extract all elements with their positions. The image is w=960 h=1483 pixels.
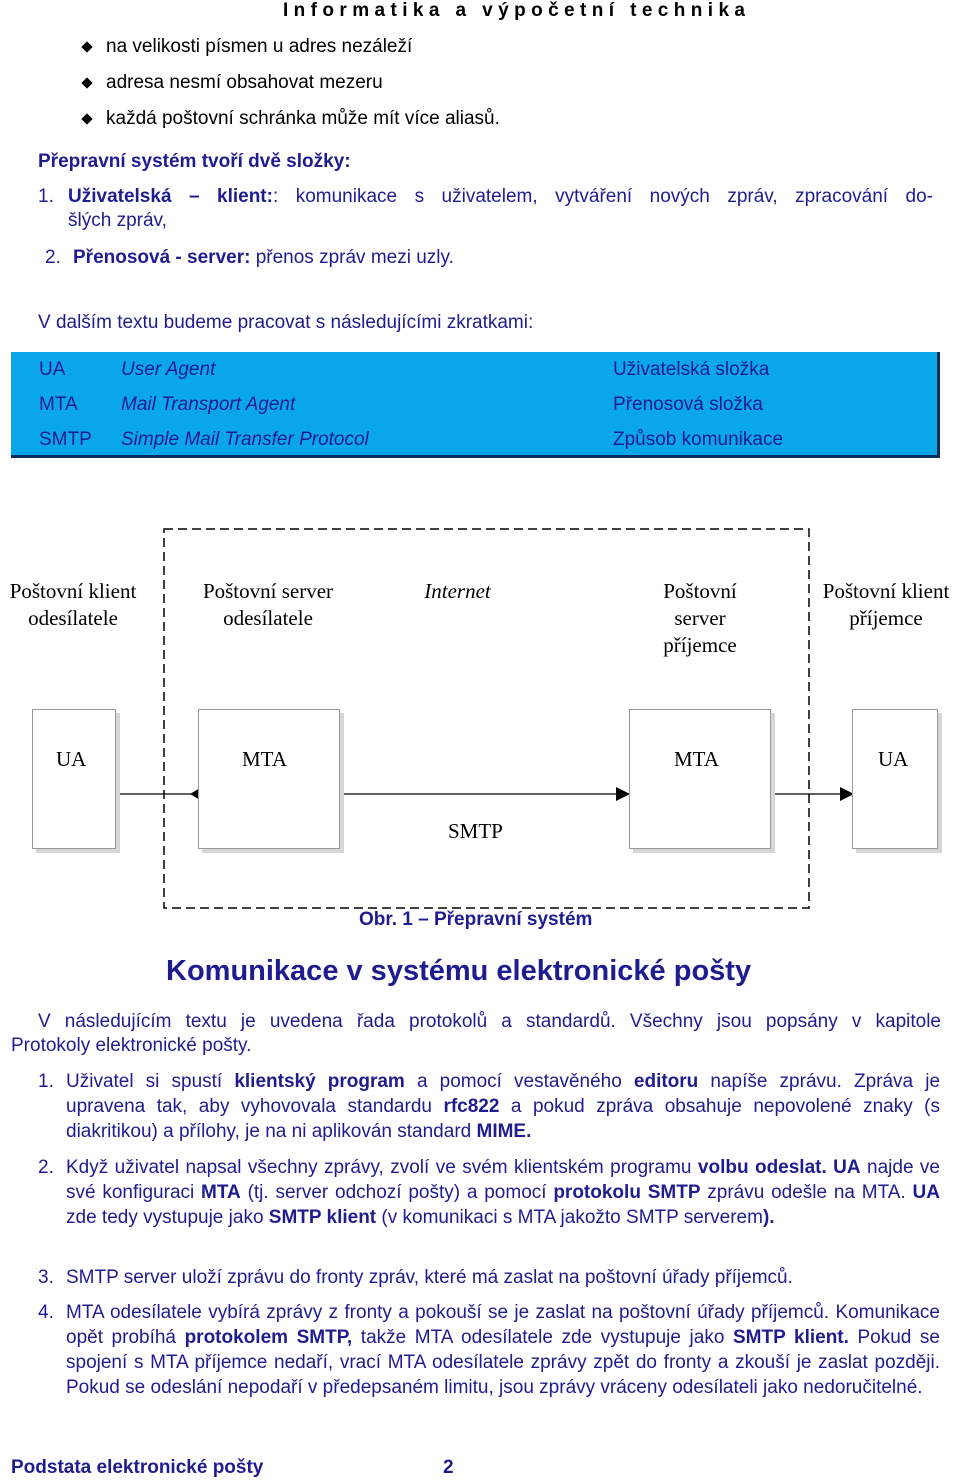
diamond-bullet-icon xyxy=(81,41,92,52)
label-recipient-server: Poštovní server příjemce xyxy=(663,579,737,657)
diamond-bullet-icon xyxy=(81,113,92,124)
running-header: Informatika a výpočetní technika xyxy=(283,0,751,21)
step-1: 1. Uživatel si spustí klientský program a pomocí vestavěného editoru napíše zprávu. Zpráva je upravena tak, aby vyhovovala standardu rfc822 a pokud zpráva obsahuje nepovolené znaky (s diakritikou) a přílohy, je na ni aplikován standard MIME. xyxy=(38,1071,941,1142)
abbreviation-table xyxy=(11,352,940,458)
abbr-intro: V dalším textu budeme pracovat s následujícími zkratkami: xyxy=(38,312,534,333)
diamond-bullet-icon xyxy=(81,77,92,88)
label-recipient-client: Poštovní klient příjemce xyxy=(822,579,950,630)
table-row: UA User Agent Uživatelská složka xyxy=(39,359,770,380)
step-4: 4. MTA odesílatele vybírá zprávy z fronty a pokouší se je zaslat na poštovní úřady příjemců. Komunikace opět probíhá protokolem SMTP, takže MTA odesílatele zde vystupuje jako SMTP klient. Pokud se spojení s MTA příjemce nedaří, vrací MTA odesílatele zprávy zpět do fronty a zkouší je zaslat později. Pokud se odeslání nepodaří v předepsaném limitu, jsou zprávy vráceny odesílateli jako nedoručitelné. xyxy=(38,1302,941,1398)
table-row: MTA Mail Transport Agent Přenosová složka xyxy=(39,394,763,415)
section-intro: V následujícím textu je uvedena řada protokolů a standardů. Všechny jsou popsány v kapitole Protokoly elektronické pošty. xyxy=(11,1011,941,1056)
recipient-mta-box: MTA xyxy=(629,709,771,849)
sender-mta-box: MTA xyxy=(198,709,340,849)
label-sender-server: Poštovní server odesílatele xyxy=(202,579,334,630)
transport-heading: Přepravní systém tvoří dvě složky: xyxy=(38,151,351,172)
sender-ua-box: UA xyxy=(32,709,116,849)
page-number: 2 xyxy=(443,1457,454,1478)
list-item: adresa nesmí obsahovat mezeru xyxy=(80,70,500,106)
step-2: 2. Když uživatel napsal všechny zprávy, zvolí ve svém klientském programu volbu odeslat. UA najde ve své konfiguraci MTA (tj. server odchozí pošty) a pomocí protokolu SMTP zprávu odešle na MTA. UA zde tedy vystupuje jako SMTP klient (v komunikaci s MTA jakožto SMTP serverem). xyxy=(38,1157,941,1228)
transport-item-2: 2. Přenosová - server: přenos zpráv mezi uzly. xyxy=(45,247,454,268)
list-item: každá poštovní schránka může mít více aliasů. xyxy=(80,106,500,142)
label-sender-client: Poštovní klient odesílatele xyxy=(9,579,137,630)
recipient-ua-box: UA xyxy=(852,709,938,849)
step-3: 3. SMTP server uloží zprávu do fronty zpráv, které má zaslat na poštovní úřady příjemců. xyxy=(38,1267,793,1288)
footer-title: Podstata elektronické pošty xyxy=(11,1457,264,1478)
table-row: SMTP Simple Mail Transfer Protocol Způsob komunikace xyxy=(39,429,784,450)
bullet-list xyxy=(80,34,500,142)
label-internet: Internet xyxy=(424,579,491,603)
section-title: Komunikace v systému elektronické pošty xyxy=(166,955,752,987)
transport-item-1: 1. Uživatelská – klient:: komunikace s uživatelem, vytváření nových zpráv, zpracování do- šlých zpráv, xyxy=(38,186,933,231)
arrowhead-icon xyxy=(616,787,630,801)
smtp-label: SMTP xyxy=(448,819,503,843)
list-item: na velikosti písmen u adres nezáleží xyxy=(80,34,500,70)
figure-caption: Obr. 1 – Přepravní systém xyxy=(359,909,593,930)
